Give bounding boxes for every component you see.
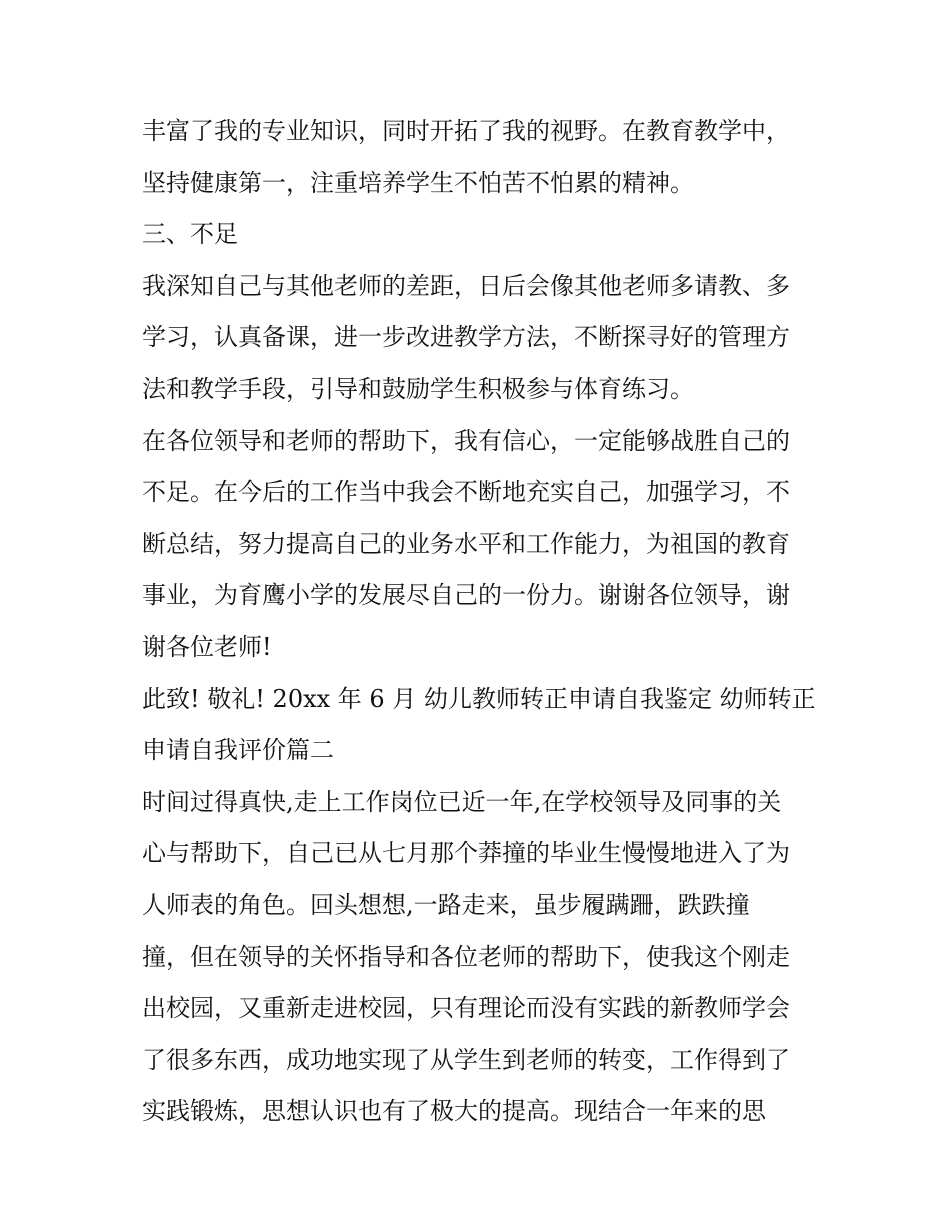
- text-line-15: 心与帮助下，自己已从七月那个莽撞的毕业生慢慢地进入了为: [142, 839, 790, 868]
- text-line-20: 实践锻炼，思想认识也有了极大的提高。现结合一年来的思: [142, 1097, 766, 1126]
- closing-salutation-line: 此致! 敬礼! 20xx 年 6 月 幼儿教师转正申请自我鉴定 幼师转正: [142, 684, 816, 713]
- document-body: [142, 106, 822, 1138]
- text-line-17: 撞，但在领导的关怀指导和各位老师的帮助下，使我这个刚走: [142, 942, 790, 971]
- text-line-5: 学习，认真备课，进一步改进教学方法，不断探寻好的管理方: [142, 323, 790, 352]
- section-heading-shortcomings: 三、不足: [142, 220, 238, 249]
- text-line-6: 法和教学手段，引导和鼓励学生积极参与体育练习。: [142, 374, 694, 403]
- text-line-11: 谢各位老师!: [142, 632, 272, 661]
- article-two-title: 申请自我评价篇二: [142, 736, 334, 765]
- text-line-7: 在各位领导和老师的帮助下，我有信心，一定能够战胜自己的: [142, 426, 790, 455]
- text-line-9: 断总结，努力提高自己的业务水平和工作能力，为祖国的教育: [142, 529, 790, 558]
- text-line-14: 时间过得真快,走上工作岗位已近一年,在学校领导及同事的关: [142, 787, 782, 816]
- text-line-16: 人师表的角色。回头想想,一路走来，虽步履蹒跚，跌跌撞: [142, 890, 750, 919]
- text-line-19: 了很多东西，成功地实现了从学生到老师的转变，工作得到了: [142, 1045, 790, 1074]
- text-line-4: 我深知自己与其他老师的差距，日后会像其他老师多请教、多: [142, 271, 790, 300]
- text-line-1: 丰富了我的专业知识，同时开拓了我的视野。在教育教学中，: [142, 117, 790, 145]
- text-line-8: 不足。在今后的工作当中我会不断地充实自己，加强学习，不: [142, 478, 790, 507]
- text-line-18: 出校园，又重新走进校园，只有理论而没有实践的新教师学会: [142, 994, 790, 1023]
- text-line-10: 事业，为育鹰小学的发展尽自己的一份力。谢谢各位领导，谢: [142, 581, 790, 610]
- text-line-2: 坚持健康第一，注重培养学生不怕苦不怕累的精神。: [142, 168, 694, 197]
